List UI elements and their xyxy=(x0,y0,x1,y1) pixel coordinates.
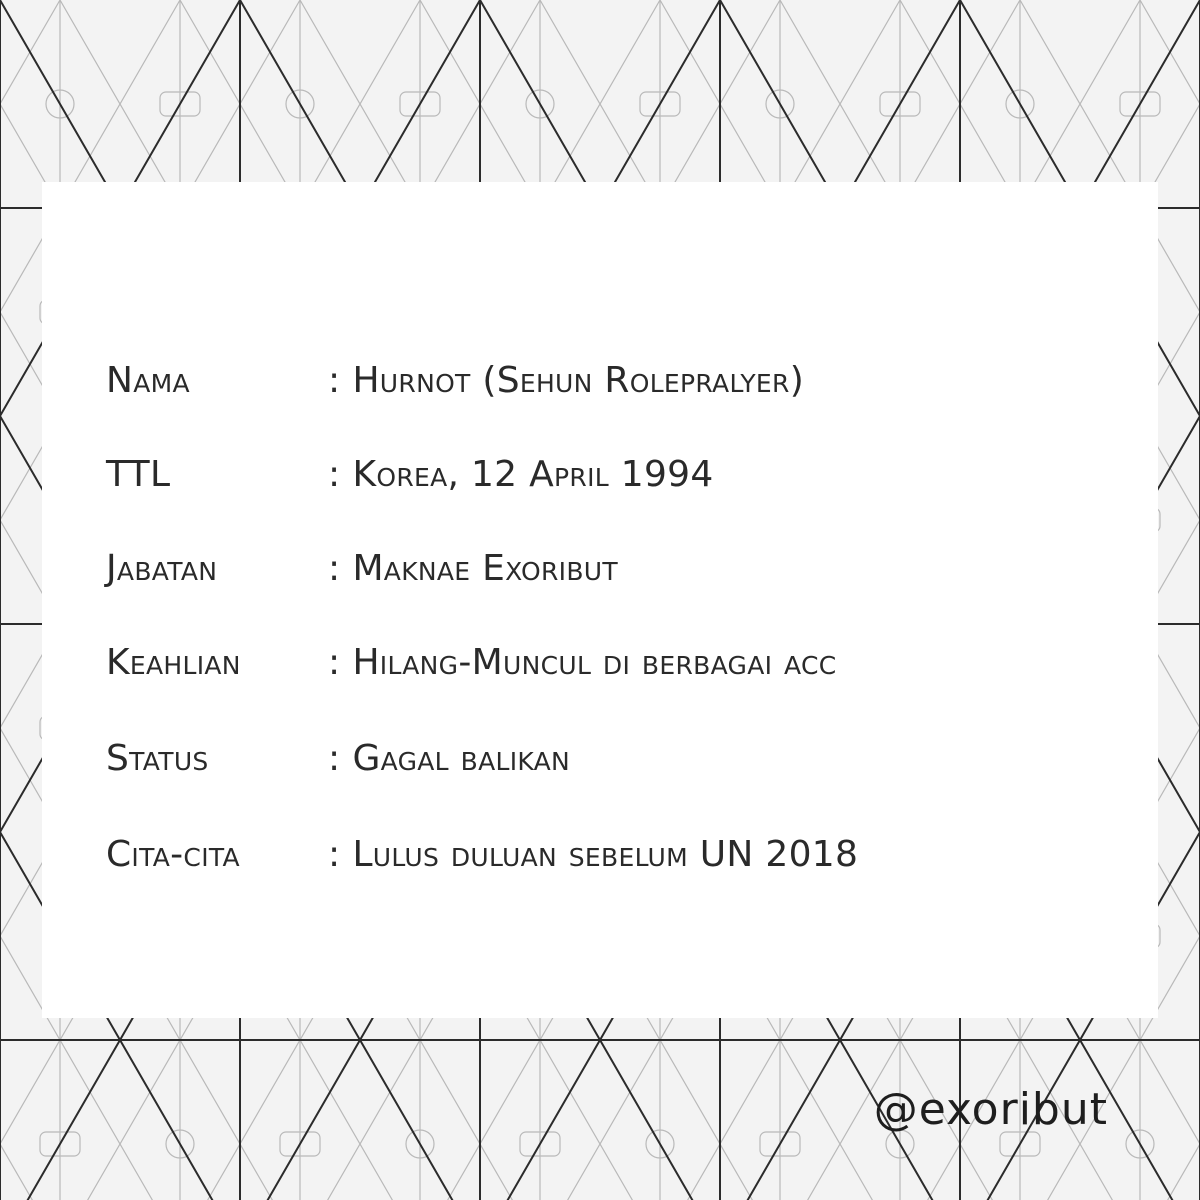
row-separator: : xyxy=(328,737,341,779)
profile-row-keahlian xyxy=(106,632,837,692)
row-value xyxy=(328,360,804,401)
row-label: Jabatan xyxy=(106,547,218,589)
row-separator: : xyxy=(328,453,341,495)
row-value xyxy=(328,642,837,683)
row-value xyxy=(328,548,618,589)
row-value xyxy=(328,454,714,495)
profile-row-jabatan xyxy=(106,538,618,598)
row-label: Keahlian xyxy=(106,641,241,683)
row-value-text: Hilang-Muncul di berbagai acc xyxy=(352,641,837,683)
profile-row-ttl xyxy=(106,444,714,504)
profile-row-status xyxy=(106,728,571,788)
row-label: Nama xyxy=(106,359,190,401)
profile-card xyxy=(42,182,1158,1018)
profile-row-nama xyxy=(106,350,805,410)
account-handle: @exoribut xyxy=(873,1084,1108,1135)
row-value-text: Lulus duluan sebelum UN 2018 xyxy=(352,833,859,875)
row-label: TTL xyxy=(106,453,171,495)
row-value xyxy=(328,834,858,875)
row-separator: : xyxy=(328,833,341,875)
profile-row-cita-cita xyxy=(106,824,859,884)
row-value-text: Maknae Exoribut xyxy=(352,547,618,589)
row-value-text: Korea, 12 April 1994 xyxy=(352,453,714,495)
row-separator: : xyxy=(328,641,341,683)
row-separator: : xyxy=(328,547,341,589)
row-value-text: Hurnot (Sehun Rolepralyer) xyxy=(352,359,805,401)
row-separator: : xyxy=(328,359,341,401)
row-label: Cita-cita xyxy=(106,833,240,875)
row-value xyxy=(328,738,570,779)
row-label: Status xyxy=(106,737,209,779)
row-value-text: Gagal balikan xyxy=(352,737,571,779)
